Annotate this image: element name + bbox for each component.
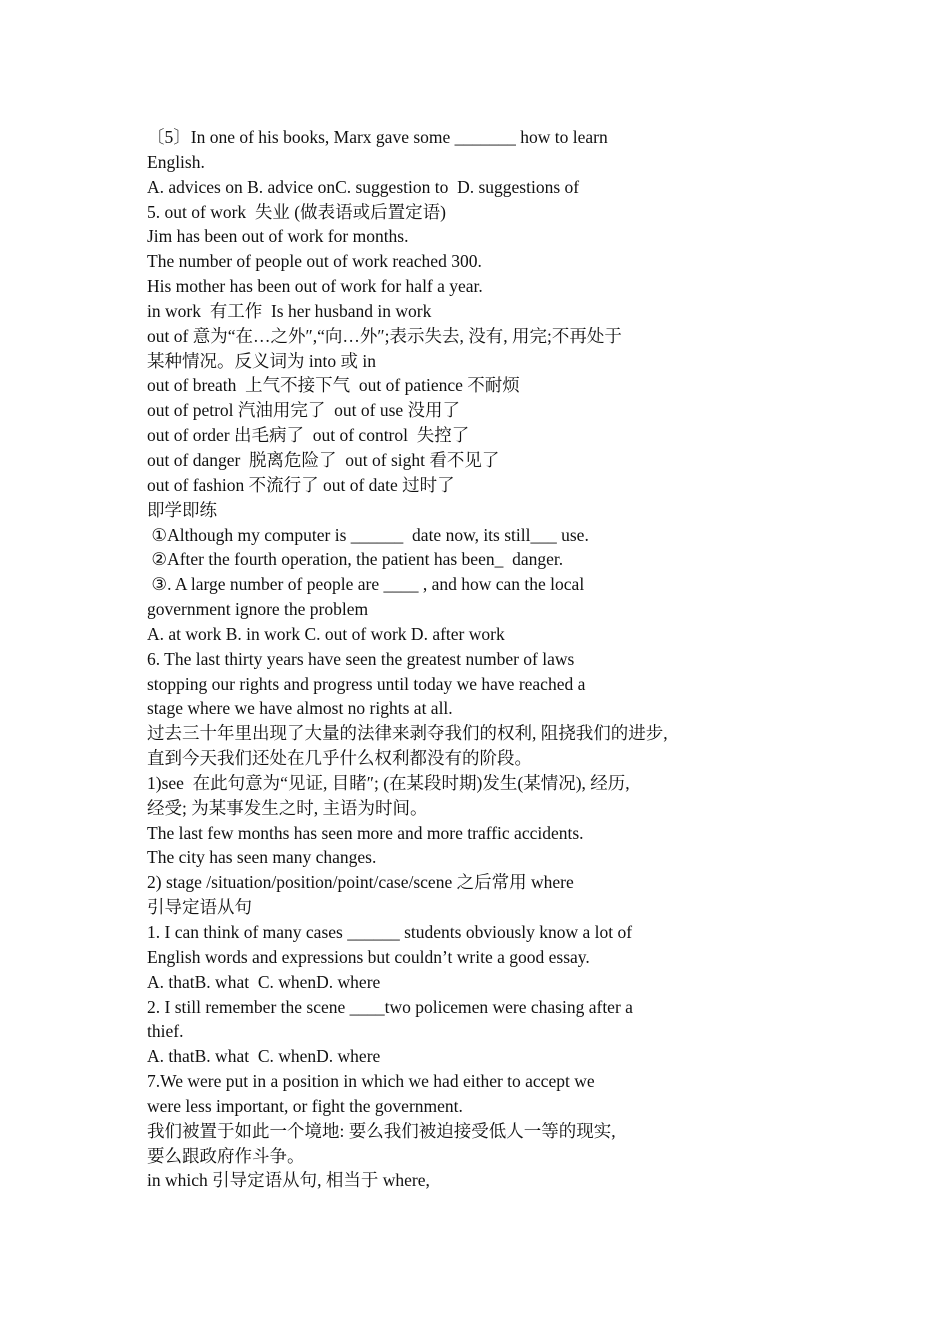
text-line: out of breath 上气不接下气 out of patience 不耐烦 bbox=[147, 375, 520, 396]
text-line: Jim has been out of work for months. bbox=[147, 226, 409, 247]
text-line: 直到今天我们还处在几乎什么权利都没有的阶段。 bbox=[147, 748, 532, 769]
text-line: out of petrol 汽油用完了 out of use 没用了 bbox=[147, 400, 461, 421]
text-line: 2) stage /situation/position/point/case/scene 之后常用 where bbox=[147, 872, 574, 893]
text-line: ③. A large number of people are ____ , and how can the local bbox=[147, 574, 585, 595]
text-line: 1. I can think of many cases ______ students obviously know a lot of bbox=[147, 922, 633, 942]
text-line: out of danger 脱离危险了 out of sight 看不见了 bbox=[147, 449, 500, 470]
text-line: 引导定语从句 bbox=[147, 897, 252, 918]
text-line: were less important, or fight the government. bbox=[147, 1095, 463, 1116]
text-line: 6. The last thirty years have seen the greatest number of laws bbox=[147, 648, 575, 669]
text-line: 过去三十年里出现了大量的法律来剥夺我们的权利, 阻挠我们的进步, bbox=[147, 723, 668, 744]
text-line: 〔5〕In one of his books, Marx gave some _______ how to learn bbox=[147, 127, 608, 147]
text-line: The last few months has seen more and more traffic accidents. bbox=[147, 822, 584, 843]
text-line: A. thatB. what C. whenD. where bbox=[147, 1046, 381, 1067]
text-line: out of order 出毛病了 out of control 失控了 bbox=[147, 425, 470, 446]
text-line: 要么跟政府作斗争。 bbox=[147, 1145, 305, 1166]
text-line: 1)see 在此句意为“见证, 目睹″; (在某段时期)发生(某情况), 经历, bbox=[147, 772, 630, 793]
text-line: in which 引导定语从句, 相当于 where, bbox=[147, 1170, 430, 1191]
text-line: ①Although my computer is ______ date now, its still___ use. bbox=[147, 524, 589, 545]
document-body bbox=[147, 125, 787, 1193]
text-line: A. advices on B. advice onC. suggestion to D. suggestions of bbox=[147, 176, 580, 197]
text-line: in work 有工作 Is her husband in work bbox=[147, 300, 432, 321]
text-line: out of 意为“在…之外″,“向…外″;表示失去, 没有, 用完;不再处于 bbox=[147, 325, 622, 346]
text-line: English. bbox=[147, 151, 205, 172]
section-heading: 即学即练 bbox=[147, 499, 217, 520]
text-line: 2. I still remember the scene ____two policemen were chasing after a bbox=[147, 996, 633, 1017]
text-line: A. at work B. in work C. out of work D. after work bbox=[147, 623, 505, 644]
text-line: 经受; 为某事发生之时, 主语为时间。 bbox=[147, 797, 428, 818]
text-line: A. thatB. what C. whenD. where bbox=[147, 971, 381, 992]
text-line: stage where we have almost no rights at all. bbox=[147, 698, 453, 719]
text-line: English words and expressions but couldn’t write a good essay. bbox=[147, 946, 590, 967]
text-line: 5. out of work 失业 (做表语或后置定语) bbox=[147, 201, 446, 222]
text-line: 7.We were put in a position in which we had either to accept we bbox=[147, 1071, 595, 1092]
text-line: out of fashion 不流行了 out of date 过时了 bbox=[147, 474, 455, 495]
text-line: 我们被置于如此一个境地: 要么我们被迫接受低人一等的现实, bbox=[147, 1120, 616, 1141]
text-line: The number of people out of work reached 300. bbox=[147, 251, 482, 272]
text-line: The city has seen many changes. bbox=[147, 847, 377, 868]
text-line: thief. bbox=[147, 1021, 184, 1042]
text-line: stopping our rights and progress until today we have reached a bbox=[147, 673, 586, 694]
text-line: government ignore the problem bbox=[147, 599, 369, 620]
text-line: His mother has been out of work for half a year. bbox=[147, 276, 483, 297]
text-line: 某种情况。反义词为 into 或 in bbox=[147, 350, 376, 371]
text-line: ②After the fourth operation, the patient has been_ danger. bbox=[147, 549, 564, 570]
